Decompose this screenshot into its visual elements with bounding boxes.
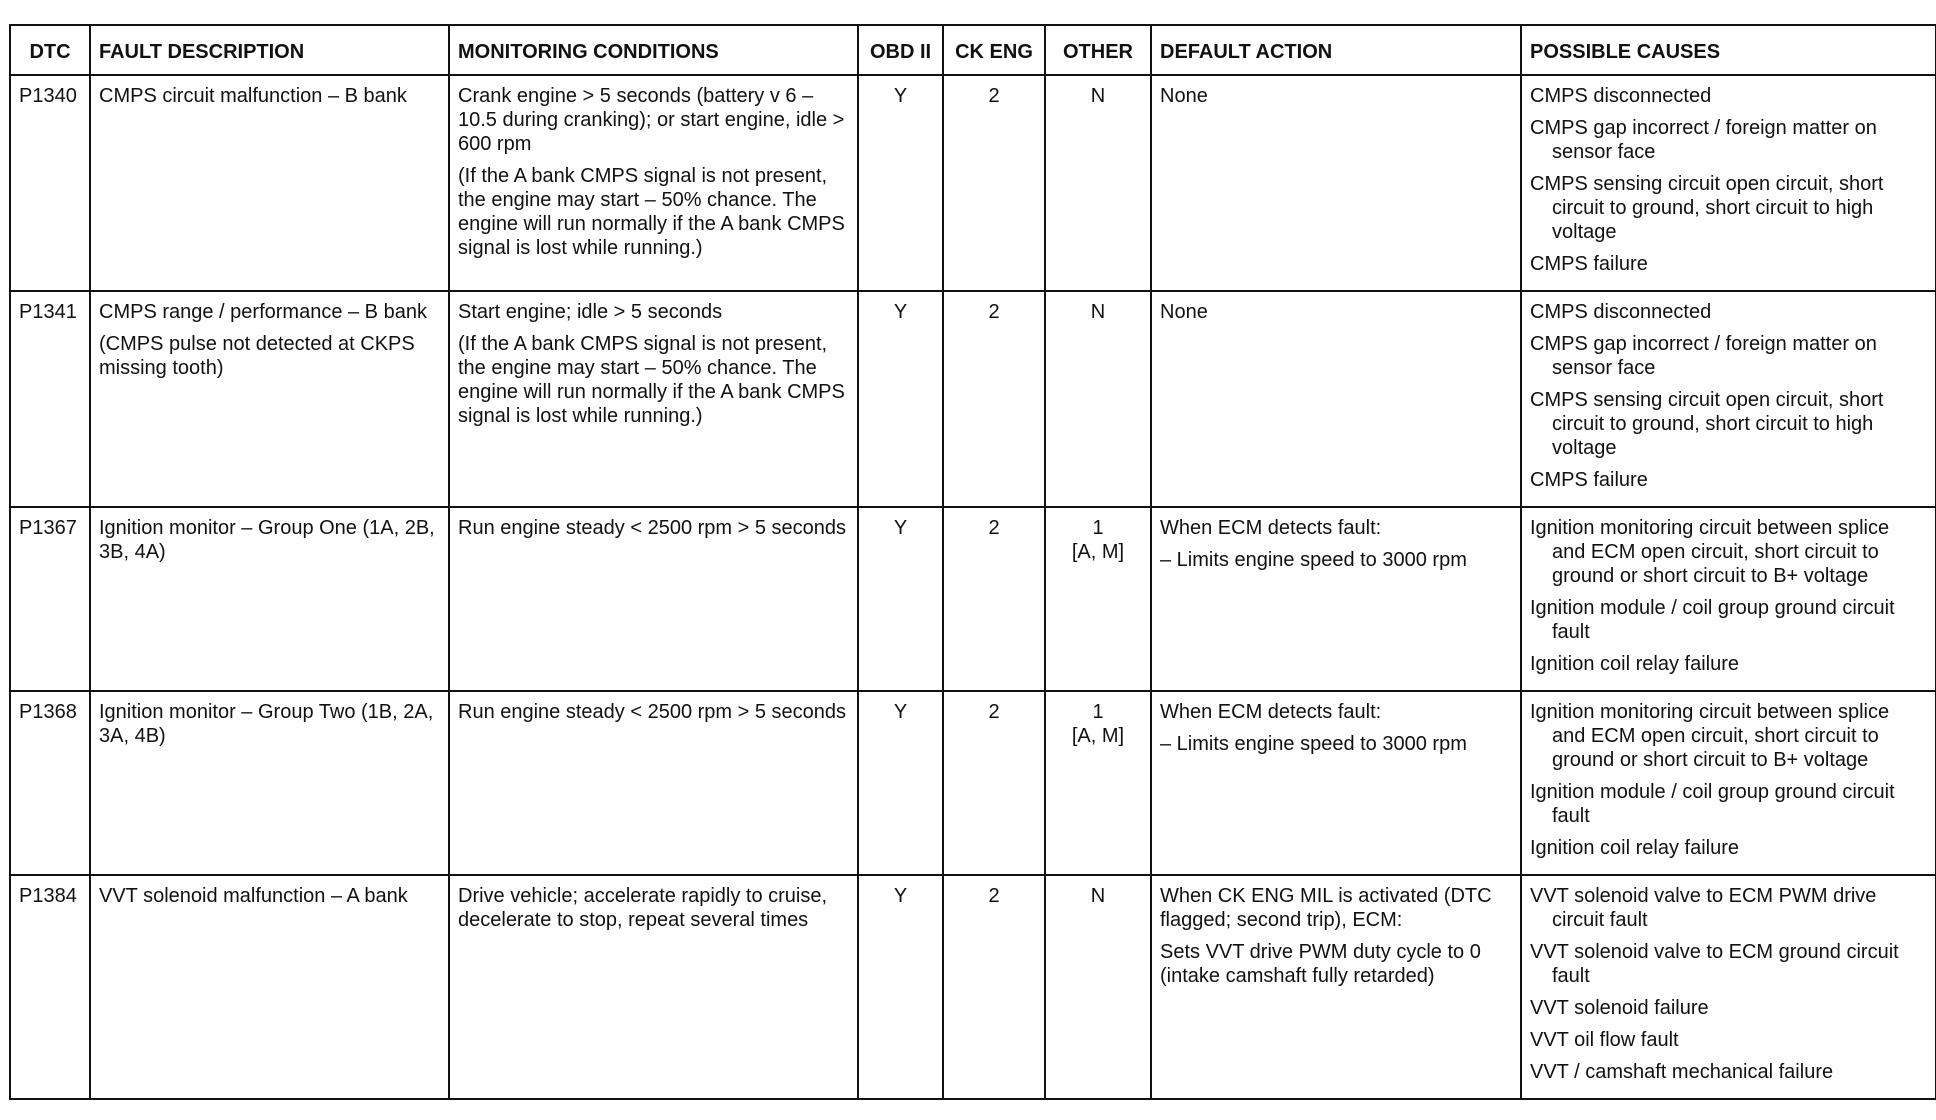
header-ck-eng: CK ENG: [943, 25, 1045, 75]
possible-cause-item: VVT solenoid failure: [1530, 997, 1709, 1019]
header-other: OTHER: [1045, 25, 1151, 75]
possible-causes-cell: [1521, 75, 1936, 291]
default-action-text: None: [1160, 301, 1208, 323]
monitoring-conditions-cell: [449, 691, 858, 875]
other-text: 1: [1092, 517, 1104, 539]
possible-cause-item: VVT oil flow fault: [1530, 1029, 1679, 1051]
fault-text: Ignition monitor – Group One (1A, 2B, 3B, 4A): [99, 517, 435, 563]
other-cell: [1045, 75, 1151, 291]
possible-cause-item: CMPS failure: [1530, 253, 1648, 275]
obd-ii-cell: Y: [858, 507, 943, 691]
possible-cause-item: VVT solenoid valve to ECM PWM drive circuit fault: [1530, 885, 1877, 931]
dtc-cell: P1341: [10, 291, 90, 507]
table-header: [10, 25, 1936, 75]
possible-cause-item: CMPS disconnected: [1530, 301, 1712, 323]
monitoring-text: Run engine steady < 2500 rpm > 5 seconds: [458, 701, 847, 723]
fault-description-cell: [90, 75, 449, 291]
ck-eng-cell: 2: [943, 75, 1045, 291]
ck-eng-cell: 2: [943, 875, 1045, 1099]
monitoring-conditions-cell: [449, 507, 858, 691]
other-cell: [1045, 507, 1151, 691]
other-cell: [1045, 691, 1151, 875]
possible-cause-item: CMPS sensing circuit open circuit, short circuit to ground, short circuit to high voltage: [1530, 173, 1884, 243]
default-action-text: When ECM detects fault:: [1160, 517, 1382, 539]
possible-cause-item: Ignition module / coil group ground circuit fault: [1530, 781, 1895, 827]
dtc-cell: P1384: [10, 875, 90, 1099]
possible-cause-item: VVT / camshaft mechanical failure: [1530, 1061, 1834, 1083]
default-action-cell: [1151, 75, 1521, 291]
ck-eng-cell: 2: [943, 691, 1045, 875]
fault-text: (CMPS pulse not detected at CKPS missing tooth): [99, 333, 415, 379]
header-dtc: DTC: [10, 25, 90, 75]
default-action-text: When CK ENG MIL is activated (DTC flagged; second trip), ECM:: [1160, 885, 1492, 931]
fault-text: VVT solenoid malfunction – A bank: [99, 885, 408, 907]
dtc-table: [9, 24, 1936, 1100]
other-text: N: [1090, 885, 1106, 907]
monitoring-text: Run engine steady < 2500 rpm > 5 seconds: [458, 517, 847, 539]
header-monitoring-conditions: MONITORING CONDITIONS: [449, 25, 858, 75]
monitoring-conditions-cell: [449, 75, 858, 291]
possible-cause-item: CMPS sensing circuit open circuit, short circuit to ground, short circuit to high voltage: [1530, 389, 1884, 459]
other-text: N: [1090, 85, 1106, 107]
header-obd-ii: OBD II: [858, 25, 943, 75]
default-action-text: – Limits engine speed to 3000 rpm: [1160, 549, 1467, 571]
default-action-cell: [1151, 691, 1521, 875]
possible-cause-item: Ignition module / coil group ground circuit fault: [1530, 597, 1895, 643]
ck-eng-cell: 2: [943, 507, 1045, 691]
default-action-text: Sets VVT drive PWM duty cycle to 0 (intake camshaft fully retarded): [1160, 941, 1481, 987]
table-row: [10, 875, 1936, 1099]
default-action-cell: [1151, 291, 1521, 507]
fault-text: Ignition monitor – Group Two (1B, 2A, 3A, 4B): [99, 701, 434, 747]
fault-text: CMPS range / performance – B bank: [99, 301, 427, 323]
other-text: N: [1090, 301, 1106, 323]
dtc-cell: P1368: [10, 691, 90, 875]
table-row: [10, 75, 1936, 291]
default-action-cell: [1151, 875, 1521, 1099]
possible-cause-item: CMPS gap incorrect / foreign matter on sensor face: [1530, 333, 1877, 379]
dtc-cell: P1367: [10, 507, 90, 691]
possible-cause-item: CMPS disconnected: [1530, 85, 1712, 107]
obd-ii-cell: Y: [858, 291, 943, 507]
table-body: [10, 75, 1936, 1099]
other-text: [A, M]: [1071, 541, 1125, 563]
possible-causes-cell: [1521, 875, 1936, 1099]
possible-cause-item: CMPS gap incorrect / foreign matter on sensor face: [1530, 117, 1877, 163]
table-row: [10, 507, 1936, 691]
monitoring-text: Drive vehicle; accelerate rapidly to cruise, decelerate to stop, repeat several times: [458, 885, 828, 931]
monitoring-conditions-cell: [449, 291, 858, 507]
header-fault-description: FAULT DESCRIPTION: [90, 25, 449, 75]
fault-description-cell: [90, 691, 449, 875]
fault-text: CMPS circuit malfunction – B bank: [99, 85, 407, 107]
monitoring-text: Start engine; idle > 5 seconds: [458, 301, 723, 323]
header-default-action: DEFAULT ACTION: [1151, 25, 1521, 75]
possible-cause-item: Ignition coil relay failure: [1530, 837, 1739, 859]
obd-ii-cell: Y: [858, 75, 943, 291]
monitoring-conditions-cell: [449, 875, 858, 1099]
possible-cause-item: Ignition monitoring circuit between splice and ECM open circuit, short circuit to ground or short circuit to B+ voltage: [1530, 517, 1890, 587]
header-possible-causes: POSSIBLE CAUSES: [1521, 25, 1936, 75]
other-text: 1: [1092, 701, 1104, 723]
table-row: [10, 691, 1936, 875]
fault-description-cell: [90, 291, 449, 507]
obd-ii-cell: Y: [858, 875, 943, 1099]
possible-cause-item: Ignition coil relay failure: [1530, 653, 1739, 675]
fault-description-cell: [90, 507, 449, 691]
header-row: [10, 25, 1936, 75]
possible-causes-cell: [1521, 507, 1936, 691]
default-action-text: – Limits engine speed to 3000 rpm: [1160, 733, 1467, 755]
other-cell: [1045, 875, 1151, 1099]
default-action-text: None: [1160, 85, 1208, 107]
possible-cause-item: VVT solenoid valve to ECM ground circuit fault: [1530, 941, 1899, 987]
possible-cause-item: Ignition monitoring circuit between splice and ECM open circuit, short circuit to ground or short circuit to B+ voltage: [1530, 701, 1890, 771]
other-text: [A, M]: [1071, 725, 1125, 747]
other-cell: [1045, 291, 1151, 507]
possible-causes-cell: [1521, 691, 1936, 875]
dtc-cell: P1340: [10, 75, 90, 291]
default-action-cell: [1151, 507, 1521, 691]
monitoring-text: Crank engine > 5 seconds (battery v 6 – 10.5 during cranking); or start engine, idle > 600 rpm: [458, 85, 845, 155]
monitoring-text: (If the A bank CMPS signal is not present, the engine may start – 50% chance. The engine will run normally if the A bank CMPS signal is lost while running.): [458, 333, 845, 427]
possible-causes-cell: [1521, 291, 1936, 507]
default-action-text: When ECM detects fault:: [1160, 701, 1382, 723]
monitoring-text: (If the A bank CMPS signal is not present, the engine may start – 50% chance. The engine will run normally if the A bank CMPS signal is lost while running.): [458, 165, 845, 259]
fault-description-cell: [90, 875, 449, 1099]
obd-ii-cell: Y: [858, 691, 943, 875]
ck-eng-cell: 2: [943, 291, 1045, 507]
possible-cause-item: CMPS failure: [1530, 469, 1648, 491]
table-row: [10, 291, 1936, 507]
